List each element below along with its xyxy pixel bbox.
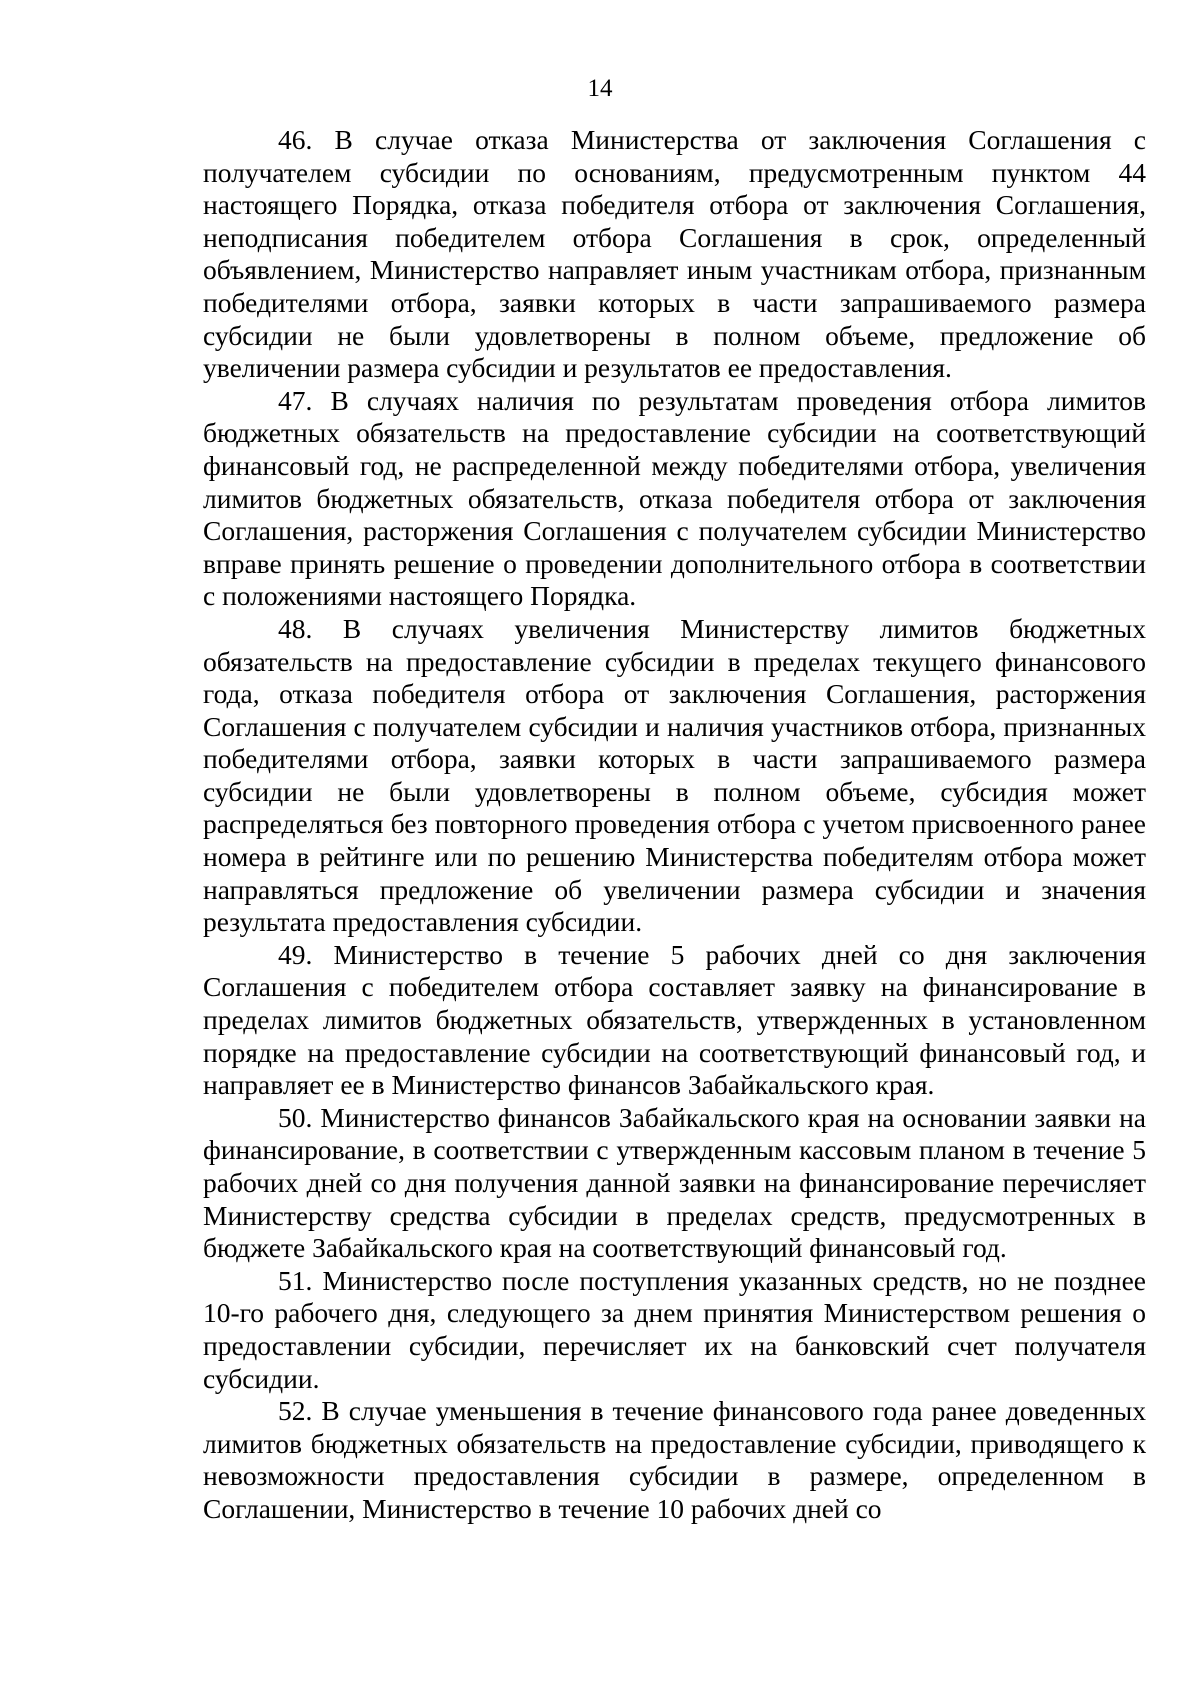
paragraph-number: 52. (278, 1395, 313, 1427)
paragraph-49 (203, 939, 1146, 1102)
paragraph-text: Министерство финансов Забайкальского края на основании заявки на финансирование, в соответствии с утвержденным кассовым планом в течение 5 рабочих дней со дня получения данной заявки на финансирование перечисляет Министерству средства субсидии в пределах средств, предусмотренных в бюджете Забайкальского края на соответствующий финансовый год. (203, 1101, 1146, 1264)
paragraph-text: Министерство после поступления указанных средств, но не позднее 10-го рабочего дня, следующего за днем принятия Министерством решения о предоставлении субсидии, перечисляет их на банковский счет получателя субсидии. (203, 1264, 1146, 1394)
document-body (203, 124, 1146, 1526)
paragraph-text: В случае уменьшения в течение финансового года ранее доведенных лимитов бюджетных обязательств на предоставление субсидии, приводящего к невозможности предоставления субсидии в размере, определенном в Соглашении, Министерство в течение 10 рабочих дней со (203, 1395, 1147, 1524)
paragraph-number: 49. (278, 938, 313, 970)
paragraph-48 (203, 613, 1146, 939)
paragraph-number: 48. (278, 612, 313, 644)
paragraph-number: 46. (278, 124, 313, 155)
paragraph-46 (203, 124, 1146, 385)
paragraph-text: Министерство в течение 5 рабочих дней со дня заключения Соглашения с победителем отбора составляет заявку на финансирование в пределах лимитов бюджетных обязательств, утвержденных в установленном порядке на предоставление субсидии на соответствующий финансовый год, и направляет ее в Министерство финансов Забайкальского края. (203, 938, 1146, 1101)
paragraph-number: 50. (278, 1101, 313, 1133)
paragraph-51 (203, 1265, 1146, 1395)
paragraph-50 (203, 1102, 1146, 1265)
paragraph-text: В случаях наличия по результатам проведения отбора лимитов бюджетных обязательств на предоставление субсидии на соответствующий финансовый год, не распределенной между победителями отбора, увеличения лимитов бюджетных обязательств, отказа победителя отбора от заключения Соглашения, расторжения Соглашения с получателем субсидии Министерство вправе принять решение о проведении дополнительного отбора в соответствии с положениями настоящего Порядка. (203, 384, 1147, 612)
paragraph-number: 51. (278, 1264, 313, 1296)
paragraph-47 (203, 385, 1146, 613)
paragraph-text: В случаях увеличения Министерству лимитов бюджетных обязательств на предоставление субсидии в пределах текущего финансового года, отказа победителя отбора от заключения Соглашения, расторжения Соглашения с получателем субсидии и наличия участников отбора, признанных победителями отбора, заявки которых в части запрашиваемого размера субсидии не были удовлетворены в полном объеме, субсидия может распределяться без повторного проведения отбора с учетом присвоенного ранее номера в рейтинге или по решению Министерства победителям отбора может направляться предложение об увеличении размера субсидии и значения результата предоставления субсидии. (203, 612, 1147, 938)
page-number: 14 (587, 75, 613, 102)
paragraph-number: 47. (278, 384, 313, 416)
paragraph-52 (203, 1395, 1146, 1525)
paragraph-text: В случае отказа Министерства от заключения Соглашения с получателем субсидии по основаниям, предусмотренным пунктом 44 настоящего Порядка, отказа победителя отбора от заключения Соглашения, неподписания победителем отбора Соглашения в срок, определенный объявлением, Министерство направляет иным участникам отбора, признанным победителями отбора, заявки которых в части запрашиваемого размера субсидии не были удовлетворены в полном объеме, предложение об увеличении размера субсидии и результатов ее предоставления. (203, 124, 1147, 384)
